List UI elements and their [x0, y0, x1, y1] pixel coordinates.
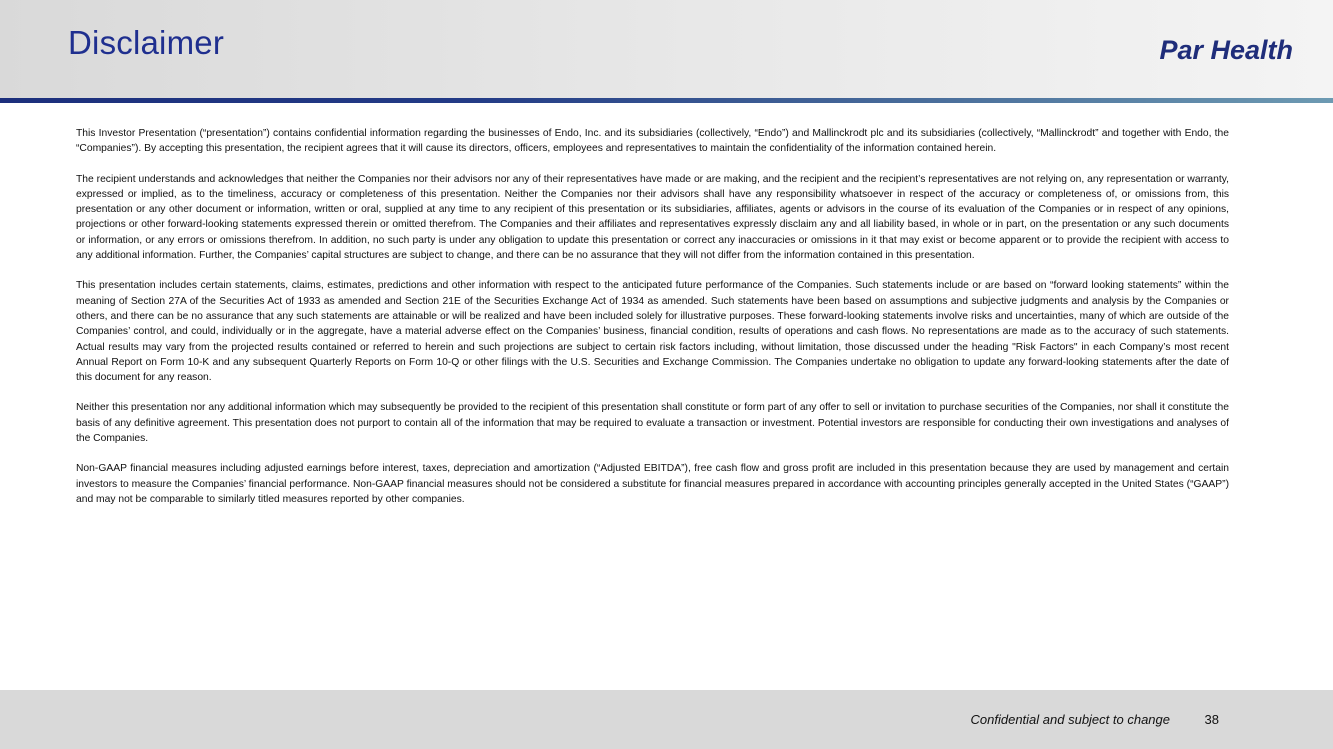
paragraph-no-offer: Neither this presentation nor any additional information which may subsequently be provided to the recipient of this presentation shall constitute or form part of any offer to sell or invitation to purchase securities of the Companies, nor shall it constitute the basis of any definitive agreement. This presentation does not purport to contain all of the information that may be required to evaluate a transaction or investment. Potential investors are responsible for conducting their own investigations and analyses of the Companies. — [76, 402, 1229, 445]
paragraph-forward-looking: This presentation includes certain statements, claims, estimates, predictions and other information with respect to the anticipated future performance of the Companies. Such statements include or are based on “forward looking statements” within the meaning of Section 27A of the Securities Act of 1933 as amended and Section 21E of the Securities Exchange Act of 1934 as amended. Such statements have been based on assumptions and subjective judgments and analysis by the Companies or others, and there can be no assurance that any such statements are attainable or will be realized and have been included solely for illustrative purposes. These forward-looking statements involve risks and uncertainties, many of which are outside of the Companies’ control, and could, individually or in the aggregate, have a material adverse effect on the Companies’ business, financial condition, results of operations and cash flows. No representations are made as to the accuracy of such statements. Actual results may vary from the projected results contained or referred to herein and such projections are subject to certain risk factors including, without limitation, those discussed under the heading "Risk Factors" in each Company’s most recent Annual Report on Form 10-K and any subsequent Quarterly Reports on Form 10-Q or other filings with the U.S. Securities and Exchange Commission. The Companies undertake no obligation to update any forward-looking statements after the date of this document for any reason. — [76, 280, 1229, 384]
footer-band — [0, 690, 1333, 749]
header-band — [0, 0, 1333, 98]
page-title: Disclaimer — [68, 24, 225, 61]
brand-logo-text: Par Health — [1159, 35, 1293, 65]
page-number: 38 — [1204, 712, 1219, 727]
paragraph-no-representation: The recipient understands and acknowledges that neither the Companies nor their advisors nor any of their representatives have made or are making, and the recipient and the recipient’s representatives are not relying on, any representation or warranty, expressed or implied, as to the timeliness, accuracy or completeness of this presentation. Neither the Companies nor their advisors shall have any responsibility whatsoever in respect of the accuracy or completeness of, or omissions from, this presentation or any other document or information, written or oral, supplied at any time to any recipient of this presentation or its subsidiaries, affiliates, agents or advisors in the course of its evaluation of the Companies or in respect of any opinions, projections or other forward-looking statements expressed therein or omitted therefrom. The Companies and their affiliates and representatives expressly disclaim any and all liability based, in whole or in part, on the presentation or any such documents or information, or any errors or omissions therefrom. In addition, no such party is under any obligation to update this presentation or correct any inaccuracies or omissions in it that may exist or become apparent or to provide the recipient with access to any additional information. Further, the Companies’ capital structures are subject to change, and there can be no assurance that they will not differ from the information contained in this presentation. — [76, 173, 1229, 262]
confidential-note: Confidential and subject to change — [970, 712, 1170, 727]
disclaimer-body — [76, 126, 1229, 522]
paragraph-non-gaap: Non-GAAP financial measures including adjusted earnings before interest, taxes, depreciation and amortization (“Adjusted EBITDA”), free cash flow and gross profit are included in this presentation because they are used by management and certain investors to measure the Companies’ financial performance. Non-GAAP financial measures should not be considered a substitute for financial measures prepared in accordance with accounting principles generally accepted in the United States (“GAAP”) and may not be comparable to similarly titled measures reported by other companies. — [76, 463, 1229, 505]
paragraph-confidentiality: This Investor Presentation (“presentation”) contains confidential information regarding the businesses of Endo, Inc. and its subsidiaries (collectively, “Endo”) and Mallinckrodt plc and its subsidiaries (collectively, “Mallinckrodt” and together with Endo, the “Companies”). By accepting this presentation, the recipient agrees that it will cause its directors, officers, employees and representatives to maintain the confidentiality of the information contained herein. — [76, 128, 1229, 155]
header-divider — [0, 98, 1333, 103]
